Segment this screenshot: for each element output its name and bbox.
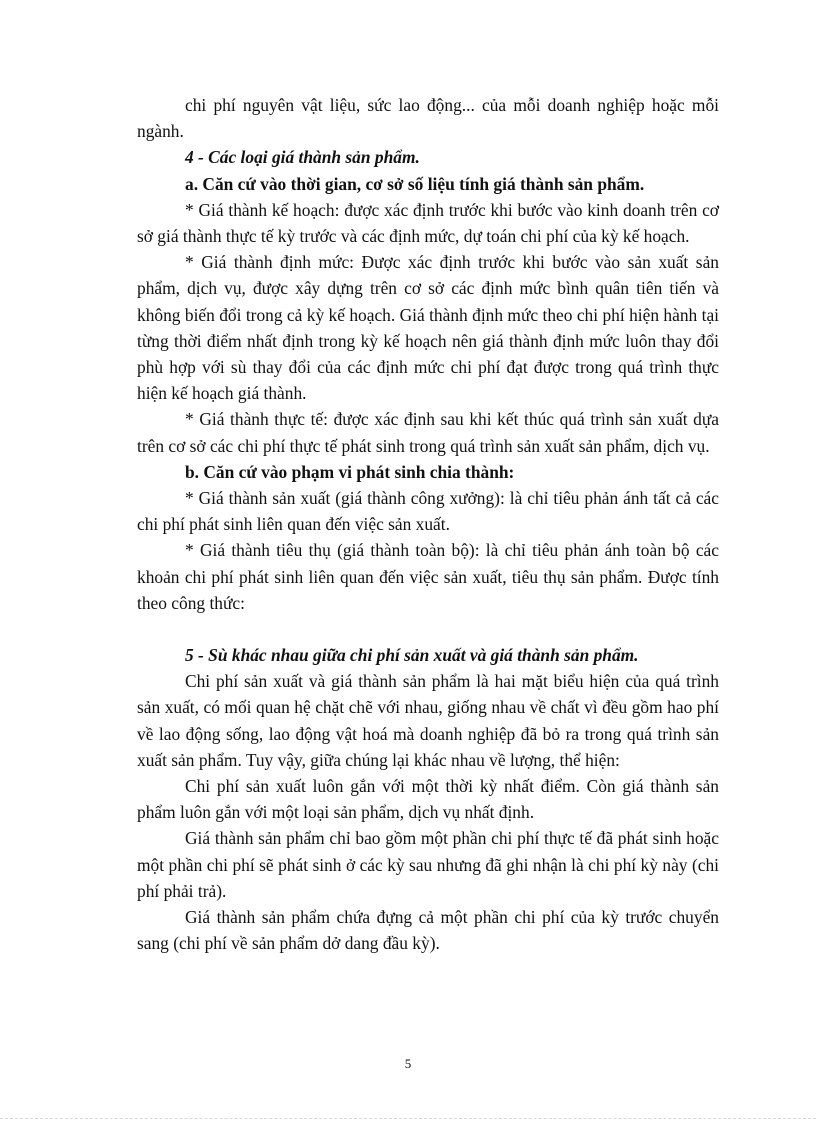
paragraph-standard-cost: * Giá thành định mức: Được xác định trước khi bước vào sản xuất sản phẩm, dịch vụ, được xây dựng trên cơ sở các định mức bình quân tiên tiến và không biến đổi trong cả kỳ kế hoạch. Giá thành định mức theo chi phí hiện hành tại từng thời điểm nhất định trong kỳ kế hoạch nên giá thành định mức luôn thay đổi phù hợp với sù thay đổi của các định mức chi phí đạt được trong quá trình thực hiện kế hoạch giá thành. <box>137 252 719 404</box>
page-number: 5 <box>404 1056 412 1071</box>
paragraph-production-cost: * Giá thành sản xuất (giá thành công xưởng): là chỉ tiêu phản ánh tất cả các chi phí phát sinh liên quan đến việc sản xuất. <box>137 488 719 535</box>
subsection-heading-a: a. Căn cứ vào thời gian, cơ sở số liệu tính giá thành sản phẩm. <box>185 173 645 194</box>
paragraph-period-link: Chi phí sản xuất luôn gắn với một thời kỳ nhất điểm. Còn giá thành sản phẩm luôn gắn với một loại sản phẩm, dịch vụ nhất định. <box>137 776 719 823</box>
formula-blank-space <box>137 616 719 642</box>
section-heading-4: 4 - Các loại giá thành sản phẩm. <box>185 147 420 168</box>
paragraph-actual-cost: * Giá thành thực tế: được xác định sau khi kết thúc quá trình sản xuất dựa trên cơ sở các chi phí thực tế phát sinh trong quá trình sản xuất sản phẩm, dịch vụ. <box>137 409 719 456</box>
paragraph-cost-inclusion: Giá thành sản phẩm chỉ bao gồm một phần chi phí thực tế đã phát sinh hoặc một phần chi phí sẽ phát sinh ở các kỳ sau nhưng đã ghi nhận là chi phí kỳ này (chi phí phải trả). <box>137 828 719 901</box>
section-heading-5: 5 - Sù khác nhau giữa chi phí sản xuất và giá thành sản phẩm. <box>185 645 639 666</box>
paragraph-planned-cost: * Giá thành kế hoạch: được xác định trước khi bước vào kinh doanh trên cơ sở giá thành thực tế kỳ trước và các định mức, dự toán chi phí của kỳ kế hoạch. <box>137 199 719 247</box>
subsection-heading-b: b. Căn cứ vào phạm vi phát sinh chia thành: <box>185 461 515 482</box>
paragraph-full-cost: * Giá thành tiêu thụ (giá thành toàn bộ): là chỉ tiêu phản ánh toàn bộ các khoản chi phí phát sinh liên quan đến việc sản xuất, tiêu thụ sản phẩm. Được tính theo công thức: <box>137 540 719 613</box>
paragraph-relationship: Chi phí sản xuất và giá thành sản phẩm là hai mặt biểu hiện của quá trình sản xuất, có mối quan hệ chặt chẽ với nhau, giống nhau về chất vì đều gồm hao phí về lao động sống, lao động vật hoá mà doanh nghiệp đã bỏ ra trong quá trình sản xuất sản phẩm. Tuy vậy, giữa chúng lại khác nhau về lượng, thể hiện: <box>137 671 719 770</box>
paragraph-continuation: chi phí nguyên vật liệu, sức lao động... của mỗi doanh nghiệp hoặc mỗi ngành. <box>137 95 719 142</box>
document-page <box>137 92 719 957</box>
paragraph-carried-over: Giá thành sản phẩm chứa đựng cả một phần chi phí của kỳ trước chuyển sang (chi phí về sản phẩm dở dang đầu kỳ). <box>137 907 719 954</box>
page-bottom-divider <box>0 1118 816 1119</box>
